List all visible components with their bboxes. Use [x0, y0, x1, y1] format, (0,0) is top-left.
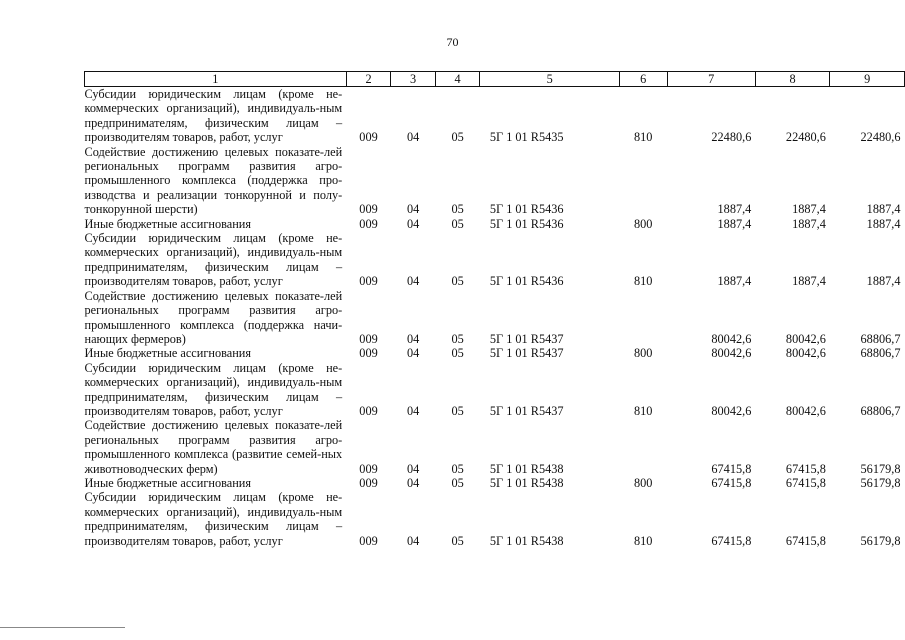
row-ministry-code: 009 — [359, 403, 378, 418]
row-amount-1: 80042,6 — [711, 331, 752, 346]
row-section-code: 04 — [406, 202, 420, 217]
row-ministry-code: 009 — [359, 130, 378, 145]
row-ministry-code: 009 — [359, 475, 378, 490]
row-amount-3: 68806,7 — [860, 403, 901, 418]
row-section-code: 04 — [406, 461, 420, 476]
row-amount-3: 1887,4 — [866, 216, 901, 231]
row-article-code: 5Г 1 01 R5438 — [489, 475, 564, 490]
row-amount-2: 80042,6 — [785, 346, 826, 361]
row-expense-type — [619, 289, 667, 347]
header-row — [85, 72, 905, 87]
row-article-code: 5Г 1 01 R5438 — [489, 461, 564, 476]
row-article-code: 5Г 1 01 R5435 — [489, 130, 564, 145]
col-header: 9 — [830, 72, 905, 87]
row-article-code: 5Г 1 01 R5436 — [489, 274, 564, 289]
col-header: 6 — [619, 72, 667, 87]
row-amount-3: 22480,6 — [860, 130, 901, 145]
row-subsection-code: 05 — [451, 461, 464, 476]
table-row — [85, 289, 905, 347]
row-subsection-code: 05 — [451, 202, 464, 217]
row-ministry-code: 009 — [359, 331, 378, 346]
row-amount-1: 1887,4 — [717, 216, 752, 231]
row-amount-2: 67415,8 — [785, 475, 826, 490]
row-amount-3: 68806,7 — [860, 331, 901, 346]
row-amount-1: 67415,8 — [711, 475, 752, 490]
row-article-code: 5Г 1 01 R5436 — [489, 216, 564, 231]
row-amount-2: 1887,4 — [792, 274, 826, 289]
row-article-code: 5Г 1 01 R5436 — [489, 202, 564, 217]
table-row — [85, 346, 905, 360]
row-ministry-code: 009 — [359, 346, 378, 361]
row-ministry-code: 009 — [359, 274, 378, 289]
row-ministry-code: 009 — [359, 202, 378, 217]
row-amount-3: 68806,7 — [860, 346, 901, 361]
row-expense-type: 800 — [633, 216, 653, 231]
table-row — [85, 145, 905, 217]
table-row — [85, 361, 905, 419]
table-row — [85, 87, 905, 145]
row-article-code: 5Г 1 01 R5437 — [489, 346, 564, 361]
row-expense-type: 810 — [633, 130, 653, 145]
col-header: 1 — [85, 72, 347, 87]
table-row — [85, 231, 905, 289]
row-name: Содействие достижению целевых показате-лей региональных программ развития агро-промышленного комплекса (поддержка про-изводства и реализации тонкорунной и полу-тонкорунной шерсти) — [84, 144, 343, 217]
col-header: 5 — [480, 72, 620, 87]
row-amount-2: 1887,4 — [792, 216, 826, 231]
row-name: Субсидии юридическим лицам (кроме не-коммерческих организаций), индивидуаль-ным предпринимателям, физическим лицам – производителям товаров, работ, услуг — [84, 87, 343, 145]
row-amount-2: 67415,8 — [785, 533, 826, 548]
row-name: Субсидии юридическим лицам (кроме не-коммерческих организаций), индивидуаль-ным предпринимателям, физическим лицам – производителям товаров, работ, услуг — [84, 231, 343, 289]
row-amount-1: 80042,6 — [711, 346, 752, 361]
row-name: Иные бюджетные ассигнования — [84, 216, 252, 231]
table-row — [85, 490, 905, 548]
row-article-code: 5Г 1 01 R5437 — [489, 403, 564, 418]
row-amount-2: 80042,6 — [785, 403, 826, 418]
row-name: Иные бюджетные ассигнования — [84, 346, 252, 361]
row-ministry-code: 009 — [359, 533, 378, 548]
col-header: 3 — [391, 72, 436, 87]
row-subsection-code: 05 — [451, 533, 464, 548]
row-section-code: 04 — [406, 130, 420, 145]
row-amount-1: 1887,4 — [717, 274, 752, 289]
row-amount-3: 1887,4 — [866, 202, 901, 217]
row-expense-type: 810 — [633, 403, 653, 418]
row-article-code: 5Г 1 01 R5437 — [489, 331, 564, 346]
row-section-code: 04 — [406, 533, 420, 548]
row-subsection-code: 05 — [451, 346, 464, 361]
row-ministry-code: 009 — [359, 216, 378, 231]
row-name: Содействие достижению целевых показате-лей региональных программ развития агро-промышленного комплекса (поддержка начи-нающих фермеров) — [84, 288, 343, 346]
row-expense-type: 810 — [633, 533, 653, 548]
row-section-code: 04 — [406, 216, 420, 231]
col-header: 7 — [667, 72, 755, 87]
row-amount-3: 56179,8 — [860, 533, 901, 548]
row-name: Субсидии юридическим лицам (кроме не-коммерческих организаций), индивидуаль-ным предпринимателям, физическим лицам – производителям товаров, работ, услуг — [84, 490, 343, 548]
row-expense-type — [619, 145, 667, 217]
row-section-code: 04 — [406, 274, 420, 289]
row-name: Содействие достижению целевых показате-лей региональных программ развития агро-промышленного комплекса (развитие семей-ных животноводческих ферм) — [84, 418, 343, 476]
row-amount-2: 22480,6 — [785, 130, 826, 145]
row-amount-1: 67415,8 — [711, 461, 752, 476]
row-amount-2: 67415,8 — [785, 461, 826, 476]
row-amount-3: 56179,8 — [860, 461, 901, 476]
row-subsection-code: 05 — [451, 331, 464, 346]
row-amount-1: 22480,6 — [711, 130, 752, 145]
row-subsection-code: 05 — [451, 475, 464, 490]
row-article-code: 5Г 1 01 R5438 — [489, 533, 564, 548]
row-section-code: 04 — [406, 475, 420, 490]
row-expense-type: 800 — [633, 346, 653, 361]
row-amount-3: 56179,8 — [860, 475, 901, 490]
table-row — [85, 476, 905, 490]
row-subsection-code: 05 — [451, 403, 464, 418]
budget-table — [84, 71, 905, 548]
row-amount-1: 1887,4 — [717, 202, 752, 217]
row-amount-2: 80042,6 — [785, 331, 826, 346]
row-ministry-code: 009 — [359, 461, 378, 476]
col-header: 2 — [346, 72, 391, 87]
col-header: 8 — [755, 72, 830, 87]
row-expense-type: 810 — [633, 274, 653, 289]
row-amount-2: 1887,4 — [792, 202, 826, 217]
row-subsection-code: 05 — [451, 274, 464, 289]
row-amount-1: 67415,8 — [711, 533, 752, 548]
row-amount-1: 80042,6 — [711, 403, 752, 418]
row-section-code: 04 — [406, 403, 420, 418]
table-row — [85, 217, 905, 231]
row-name: Иные бюджетные ассигнования — [84, 475, 252, 490]
row-expense-type — [619, 418, 667, 476]
row-section-code: 04 — [406, 331, 420, 346]
row-section-code: 04 — [406, 346, 420, 361]
row-subsection-code: 05 — [451, 216, 464, 231]
row-name: Субсидии юридическим лицам (кроме не-коммерческих организаций), индивидуаль-ным предпринимателям, физическим лицам – производителям товаров, работ, услуг — [84, 360, 343, 418]
col-header: 4 — [435, 72, 480, 87]
page-edge-line — [0, 627, 125, 628]
page-number: 70 — [446, 35, 459, 49]
row-amount-3: 1887,4 — [866, 274, 901, 289]
table-row — [85, 418, 905, 476]
row-subsection-code: 05 — [451, 130, 464, 145]
row-expense-type: 800 — [633, 475, 653, 490]
